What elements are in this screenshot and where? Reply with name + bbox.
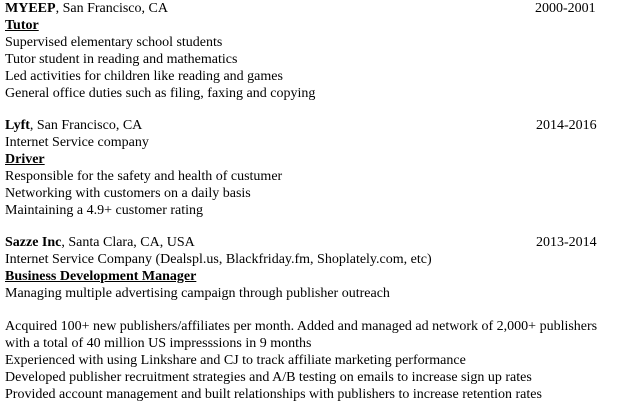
job-title-text: Tutor (5, 18, 39, 33)
job-dates: 2014-2016 (536, 118, 597, 133)
job-title-text: Driver (5, 152, 45, 167)
job-header-sazze (5, 234, 627, 251)
job-title (5, 151, 627, 168)
company-name: Sazze Inc (5, 235, 62, 250)
job-bullet: Managing multiple advertising campaign through publisher outreach (5, 286, 390, 301)
achievement-line: Provided account management and built relationships with publishers to increase retention rates (5, 387, 542, 402)
job-dates: 2000-2001 (535, 1, 596, 16)
job-title (5, 268, 627, 285)
achievement-line: Developed publisher recruitment strategies and A/B testing on emails to increase sign up rates (5, 370, 532, 385)
company-location: , San Francisco, CA (55, 1, 168, 16)
company-location: , Santa Clara, CA, USA (61, 235, 195, 250)
company-description: Internet Service Company (Dealspl.us, Blackfriday.fm, Shoplately.com, etc) (5, 252, 432, 267)
job-bullet: Led activities for children like reading and games (5, 69, 283, 84)
job-bullet: Responsible for the safety and health of custumer (5, 169, 283, 184)
job-bullet: Maintaining a 4.9+ customer rating (5, 203, 204, 218)
company-location: , San Francisco, CA (29, 118, 143, 133)
job-bullet: Supervised elementary school students (5, 35, 223, 50)
spacer (5, 302, 627, 318)
job-bullet: Networking with customers on a daily basis (5, 186, 251, 201)
job-header-lyft (5, 117, 627, 134)
spacer (5, 102, 627, 117)
achievement-line: with a total of 40 million US impresssions in 9 months (5, 336, 312, 351)
job-dates: 2013-2014 (536, 235, 597, 250)
job-bullet: General office duties such as filing, faxing and copying (5, 86, 316, 101)
company-name: MYEEP (5, 1, 56, 16)
job-title-text: Business Development Manager (5, 269, 197, 284)
job-title (5, 17, 627, 34)
company-description: Internet Service company (5, 135, 149, 150)
spacer (5, 219, 627, 234)
job-header-myeep (5, 0, 627, 17)
achievement-line: Acquired 100+ new publishers/affiliates per month. Added and managed ad network of 2,000+ publishers (5, 319, 598, 334)
achievement-line: Experienced with using Linkshare and CJ to track affiliate marketing performance (5, 353, 466, 368)
company-name: Lyft (5, 118, 30, 133)
job-bullet: Tutor student in reading and mathematics (5, 52, 238, 67)
